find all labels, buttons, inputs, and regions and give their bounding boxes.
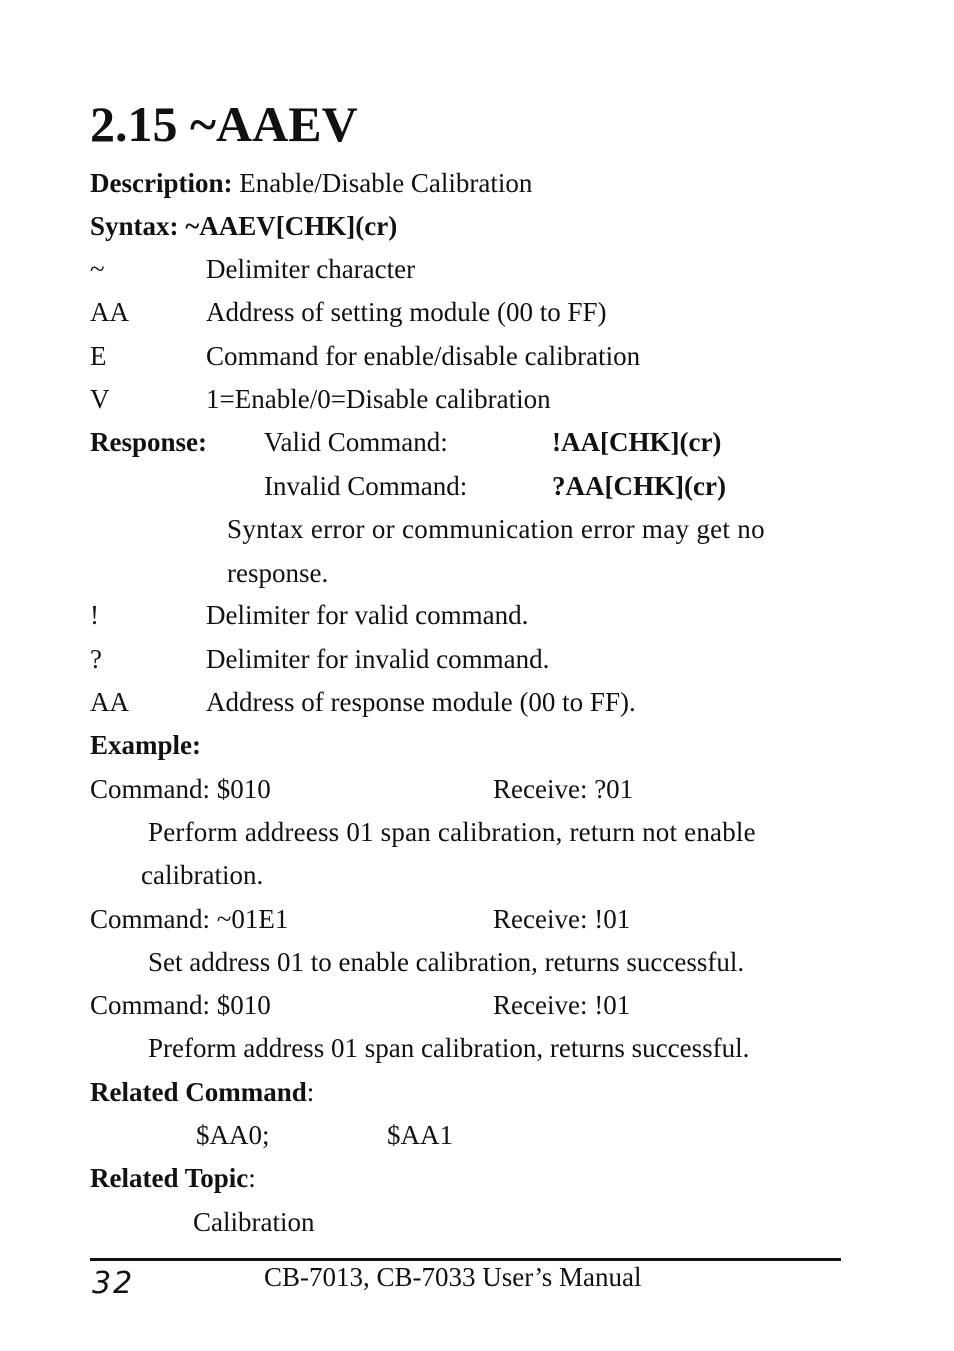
- syntax-param-desc: Command for enable/disable calibration: [206, 341, 641, 371]
- page-title: 2.15 ~AAEV: [90, 96, 358, 152]
- related-command-item: $AA1: [387, 1120, 453, 1150]
- example-command: Command: $010: [90, 990, 271, 1020]
- related-command-item: $AA0;: [196, 1120, 270, 1150]
- syntax-param-key: V: [90, 384, 110, 414]
- response-note: response.: [227, 558, 329, 588]
- example-note: Preform address 01 span calibration, returns successful.: [148, 1033, 750, 1063]
- response-invalid-label: Invalid Command:: [264, 471, 468, 501]
- syntax-param-key: E: [90, 341, 107, 371]
- syntax-param-key: ~: [90, 254, 105, 284]
- response-note: Syntax error or communication error may get no: [227, 514, 765, 544]
- response-param-desc: Delimiter for invalid command.: [206, 644, 550, 674]
- example-receive: Receive: !01: [493, 904, 631, 934]
- response-param-key: AA: [90, 687, 129, 717]
- response-valid-value: !AA[CHK](cr): [552, 427, 722, 457]
- syntax-param-desc: 1=Enable/0=Disable calibration: [206, 384, 551, 414]
- related-topic-item: Calibration: [193, 1207, 315, 1237]
- manual-title: CB-7013, CB-7033 User’s Manual: [264, 1262, 642, 1292]
- example-label: Example:: [90, 730, 201, 760]
- response-valid-label: Valid Command:: [264, 427, 448, 457]
- page-number: 32: [92, 1266, 135, 1301]
- syntax-label: Syntax:: [90, 211, 179, 241]
- response-invalid-value: ?AA[CHK](cr): [552, 471, 726, 501]
- example-receive: Receive: ?01: [493, 774, 634, 804]
- response-param-desc: Address of response module (00 to FF).: [206, 687, 636, 717]
- syntax-row: [90, 210, 397, 242]
- syntax-param-desc: Delimiter character: [206, 254, 416, 284]
- description-row: [90, 167, 532, 199]
- response-param-desc: Delimiter for valid command.: [206, 600, 529, 630]
- example-command: Command: ~01E1: [90, 904, 289, 934]
- related-topic-colon: :: [248, 1163, 256, 1193]
- response-param-key: ?: [90, 644, 102, 674]
- related-command-colon: :: [306, 1077, 315, 1107]
- response-param-key: !: [90, 600, 99, 630]
- syntax-param-desc: Address of setting module (00 to FF): [206, 297, 607, 327]
- example-note: calibration.: [141, 860, 264, 890]
- related-command-label: Related Command: [90, 1077, 307, 1107]
- related-topic-heading: [90, 1162, 256, 1194]
- related-command-heading: [90, 1076, 314, 1108]
- syntax-text: ~AAEV[CHK](cr): [185, 211, 398, 241]
- description-text: Enable/Disable Calibration: [239, 168, 533, 198]
- example-note: Set address 01 to enable calibration, returns successful.: [148, 947, 745, 977]
- response-label: Response:: [90, 427, 208, 457]
- related-topic-label: Related Topic: [90, 1163, 249, 1193]
- example-command: Command: $010: [90, 774, 271, 804]
- description-label: Description:: [90, 168, 233, 198]
- example-receive: Receive: !01: [493, 990, 631, 1020]
- example-note: Perform addreess 01 span calibration, return not enable: [148, 817, 756, 847]
- syntax-param-key: AA: [90, 297, 129, 327]
